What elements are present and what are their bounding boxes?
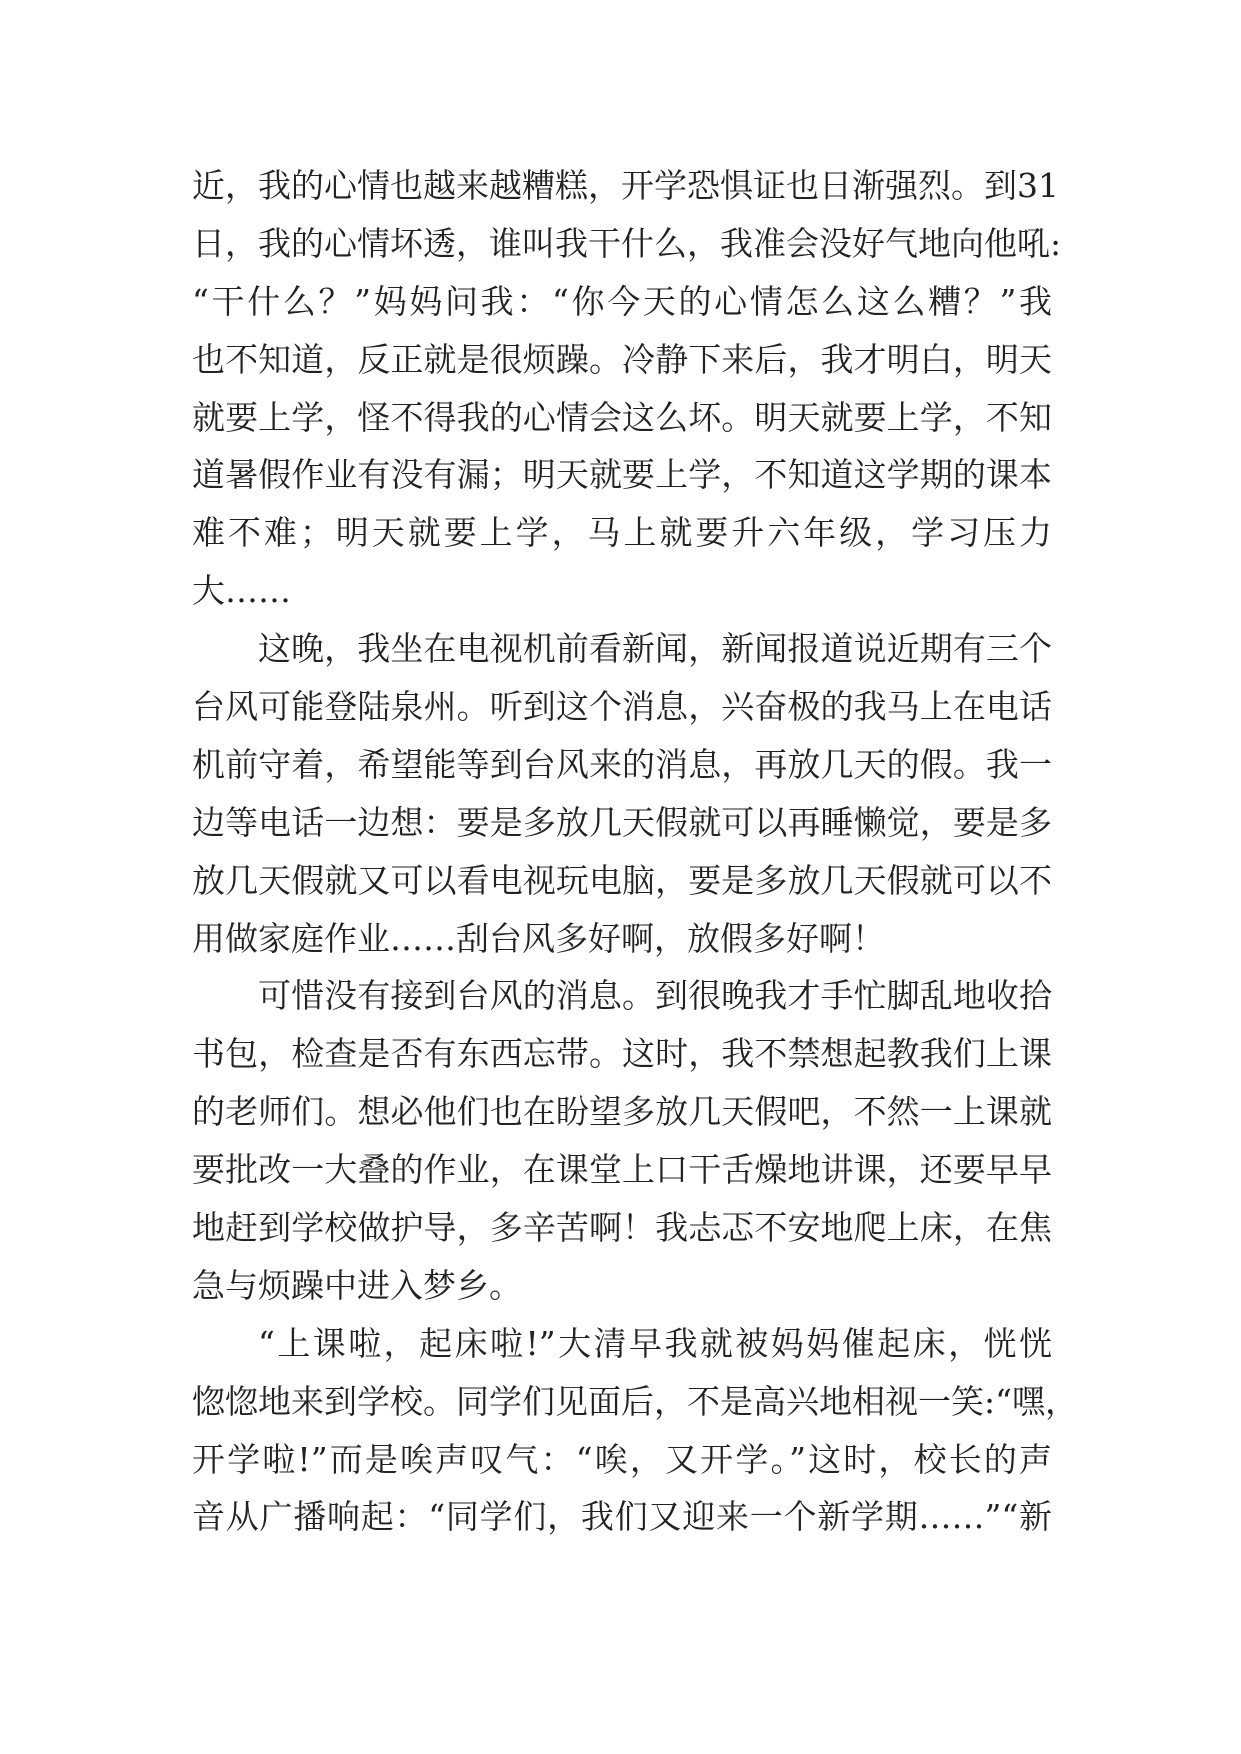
paragraph-start-line: 这晚，我坐在电视机前看新闻，新闻报道说近期有三个 <box>258 629 1052 669</box>
text-line: 边等电话一边想：要是多放几天假就可以再睡懒觉，要是多 <box>192 802 1052 842</box>
text-line: 开学啦!”而是唉声叹气：“唉，又开学。”这时，校长的声 <box>192 1439 1052 1479</box>
text-line: 放几天假就又可以看电视玩电脑，要是多放几天假就可以不 <box>192 860 1052 900</box>
text-line: 的老师们。想必他们也在盼望多放几天假吧，不然一上课就 <box>192 1092 1052 1132</box>
text-line: 音从广播响起：“同学们，我们又迎来一个新学期……”“新 <box>192 1497 1052 1537</box>
paragraph-start-line: “上课啦，起床啦!”大清早我就被妈妈催起床，恍恍 <box>258 1323 1052 1363</box>
text-line: 地赶到学校做护导，多辛苦啊！我忐忑不安地爬上床，在焦 <box>192 1208 1052 1248</box>
text-line: 要批改一大叠的作业，在课堂上口干舌燥地讲课，还要早早 <box>192 1150 1052 1190</box>
text-line: 台风可能登陆泉州。听到这个消息，兴奋极的我马上在电话 <box>192 687 1052 727</box>
text-line: “干什么？”妈妈问我：“你今天的心情怎么这么糟？”我 <box>192 281 1052 321</box>
text-line: 日，我的心情坏透，谁叫我干什么，我准会没好气地向他吼: <box>192 223 1062 263</box>
paragraph-start-line: 可惜没有接到台风的消息。到很晚我才手忙脚乱地收拾 <box>258 976 1052 1016</box>
text-line: 就要上学，怪不得我的心情会这么坏。明天就要上学，不知 <box>192 397 1052 437</box>
text-line: 机前守着，希望能等到台风来的消息，再放几天的假。我一 <box>192 744 1052 784</box>
text-line: 道暑假作业有没有漏；明天就要上学，不知道这学期的课本 <box>192 455 1052 495</box>
text-line: 书包，检查是否有东西忘带。这时，我不禁想起教我们上课 <box>192 1034 1052 1074</box>
essay-body <box>192 157 1078 1546</box>
text-line: 惚惚地来到学校。同学们见面后，不是高兴地相视一笑:“嘿， <box>192 1381 1078 1421</box>
text-line: 近，我的心情也越来越糟糕，开学恐惧证也日渐强烈。到31 <box>192 166 1059 205</box>
text-line: 用做家庭作业……刮台风多好啊，放假多好啊！ <box>192 918 885 958</box>
text-line: 急与烦躁中进入梦乡。 <box>192 1265 522 1305</box>
text-line: 也不知道，反正就是很烦躁。冷静下来后，我才明白，明天 <box>192 339 1052 379</box>
text-line: 大…… <box>192 571 291 611</box>
text-line: 难不难；明天就要上学，马上就要升六年级，学习压力 <box>192 513 1052 553</box>
